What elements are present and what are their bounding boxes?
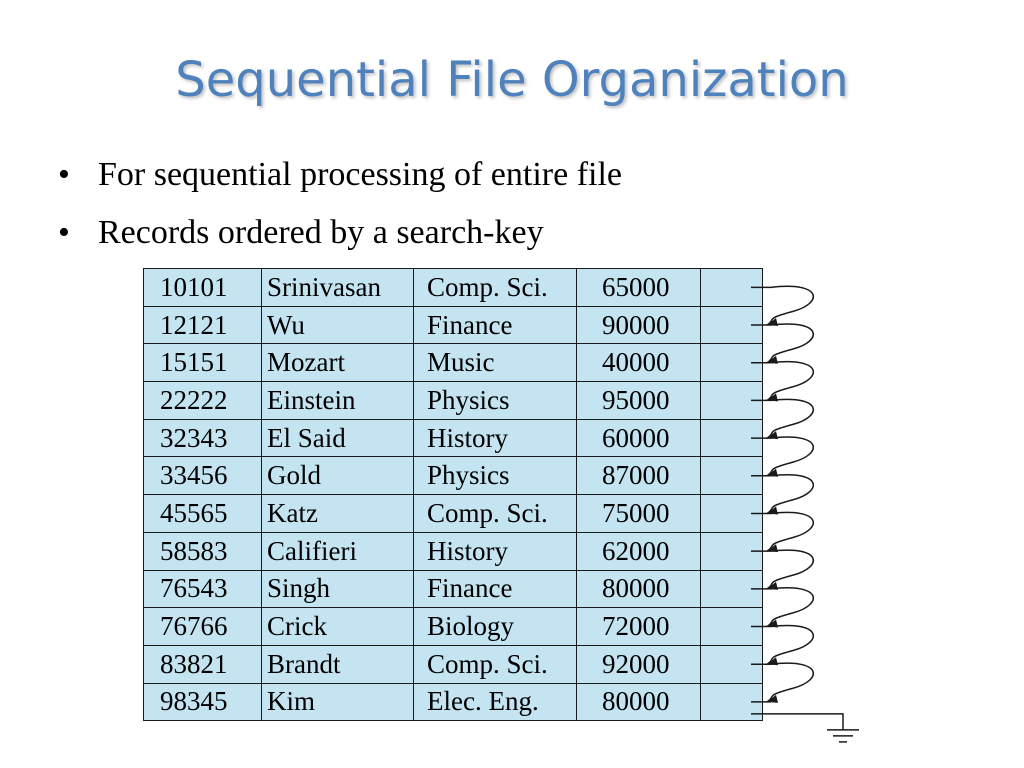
record-salary-cell: 80000 <box>577 683 701 721</box>
next-record-arrow <box>767 626 813 665</box>
next-record-arrow <box>767 550 813 589</box>
bullet-text: Records ordered by a search-key <box>98 214 544 251</box>
record-id-cell: 76766 <box>144 608 262 646</box>
record-dept-cell: Comp. Sci. <box>414 495 577 533</box>
record-dept-cell: Physics <box>414 382 577 420</box>
record-salary-cell: 40000 <box>577 344 701 382</box>
record-name-cell: Katz <box>262 495 414 533</box>
record-salary-cell: 90000 <box>577 306 701 344</box>
record-dept-cell: Finance <box>414 306 577 344</box>
record-id-cell: 32343 <box>144 419 262 457</box>
next-record-arrow <box>767 512 813 551</box>
record-dept-cell: Finance <box>414 570 577 608</box>
record-dept-cell: Comp. Sci. <box>414 645 577 683</box>
record-name-cell: Einstein <box>262 382 414 420</box>
record-dept-cell: History <box>414 419 577 457</box>
bullet-text: For sequential processing of entire file <box>98 156 623 193</box>
record-salary-cell: 80000 <box>577 570 701 608</box>
bullet-dot: • <box>58 156 70 193</box>
record-id-cell: 10101 <box>144 269 262 307</box>
slide-title: Sequential File Organization <box>175 52 849 108</box>
record-salary-cell: 60000 <box>577 419 701 457</box>
null-pointer-line <box>751 714 843 730</box>
record-name-cell: Wu <box>262 306 414 344</box>
next-record-arrow <box>767 362 813 401</box>
record-id-cell: 15151 <box>144 344 262 382</box>
record-id-cell: 76543 <box>144 570 262 608</box>
record-name-cell: Srinivasan <box>262 269 414 307</box>
record-salary-cell: 87000 <box>577 457 701 495</box>
record-salary-cell: 65000 <box>577 269 701 307</box>
next-record-arrow <box>767 399 813 438</box>
record-name-cell: Crick <box>262 608 414 646</box>
record-name-cell: Mozart <box>262 344 414 382</box>
record-name-cell: El Said <box>262 419 414 457</box>
record-id-cell: 98345 <box>144 683 262 721</box>
record-id-cell: 33456 <box>144 457 262 495</box>
record-salary-cell: 75000 <box>577 495 701 533</box>
record-id-cell: 58583 <box>144 532 262 570</box>
next-record-arrow <box>767 475 813 514</box>
record-id-cell: 83821 <box>144 645 262 683</box>
record-name-cell: Kim <box>262 683 414 721</box>
record-dept-cell: Biology <box>414 608 577 646</box>
record-dept-cell: History <box>414 532 577 570</box>
record-dept-cell: Elec. Eng. <box>414 683 577 721</box>
record-dept-cell: Music <box>414 344 577 382</box>
next-record-arrow <box>767 663 813 702</box>
record-name-cell: Gold <box>262 457 414 495</box>
record-name-cell: Brandt <box>262 645 414 683</box>
next-record-arrow <box>767 286 813 325</box>
record-name-cell: Singh <box>262 570 414 608</box>
record-dept-cell: Comp. Sci. <box>414 269 577 307</box>
record-id-cell: 12121 <box>144 306 262 344</box>
next-record-arrow <box>767 437 813 476</box>
record-dept-cell: Physics <box>414 457 577 495</box>
record-salary-cell: 95000 <box>577 382 701 420</box>
bullet-dot: • <box>58 214 70 251</box>
record-salary-cell: 62000 <box>577 532 701 570</box>
record-salary-cell: 92000 <box>577 645 701 683</box>
record-id-cell: 45565 <box>144 495 262 533</box>
next-record-arrow <box>767 324 813 363</box>
record-id-cell: 22222 <box>144 382 262 420</box>
record-salary-cell: 72000 <box>577 608 701 646</box>
record-name-cell: Califieri <box>262 532 414 570</box>
next-record-arrow <box>767 588 813 627</box>
